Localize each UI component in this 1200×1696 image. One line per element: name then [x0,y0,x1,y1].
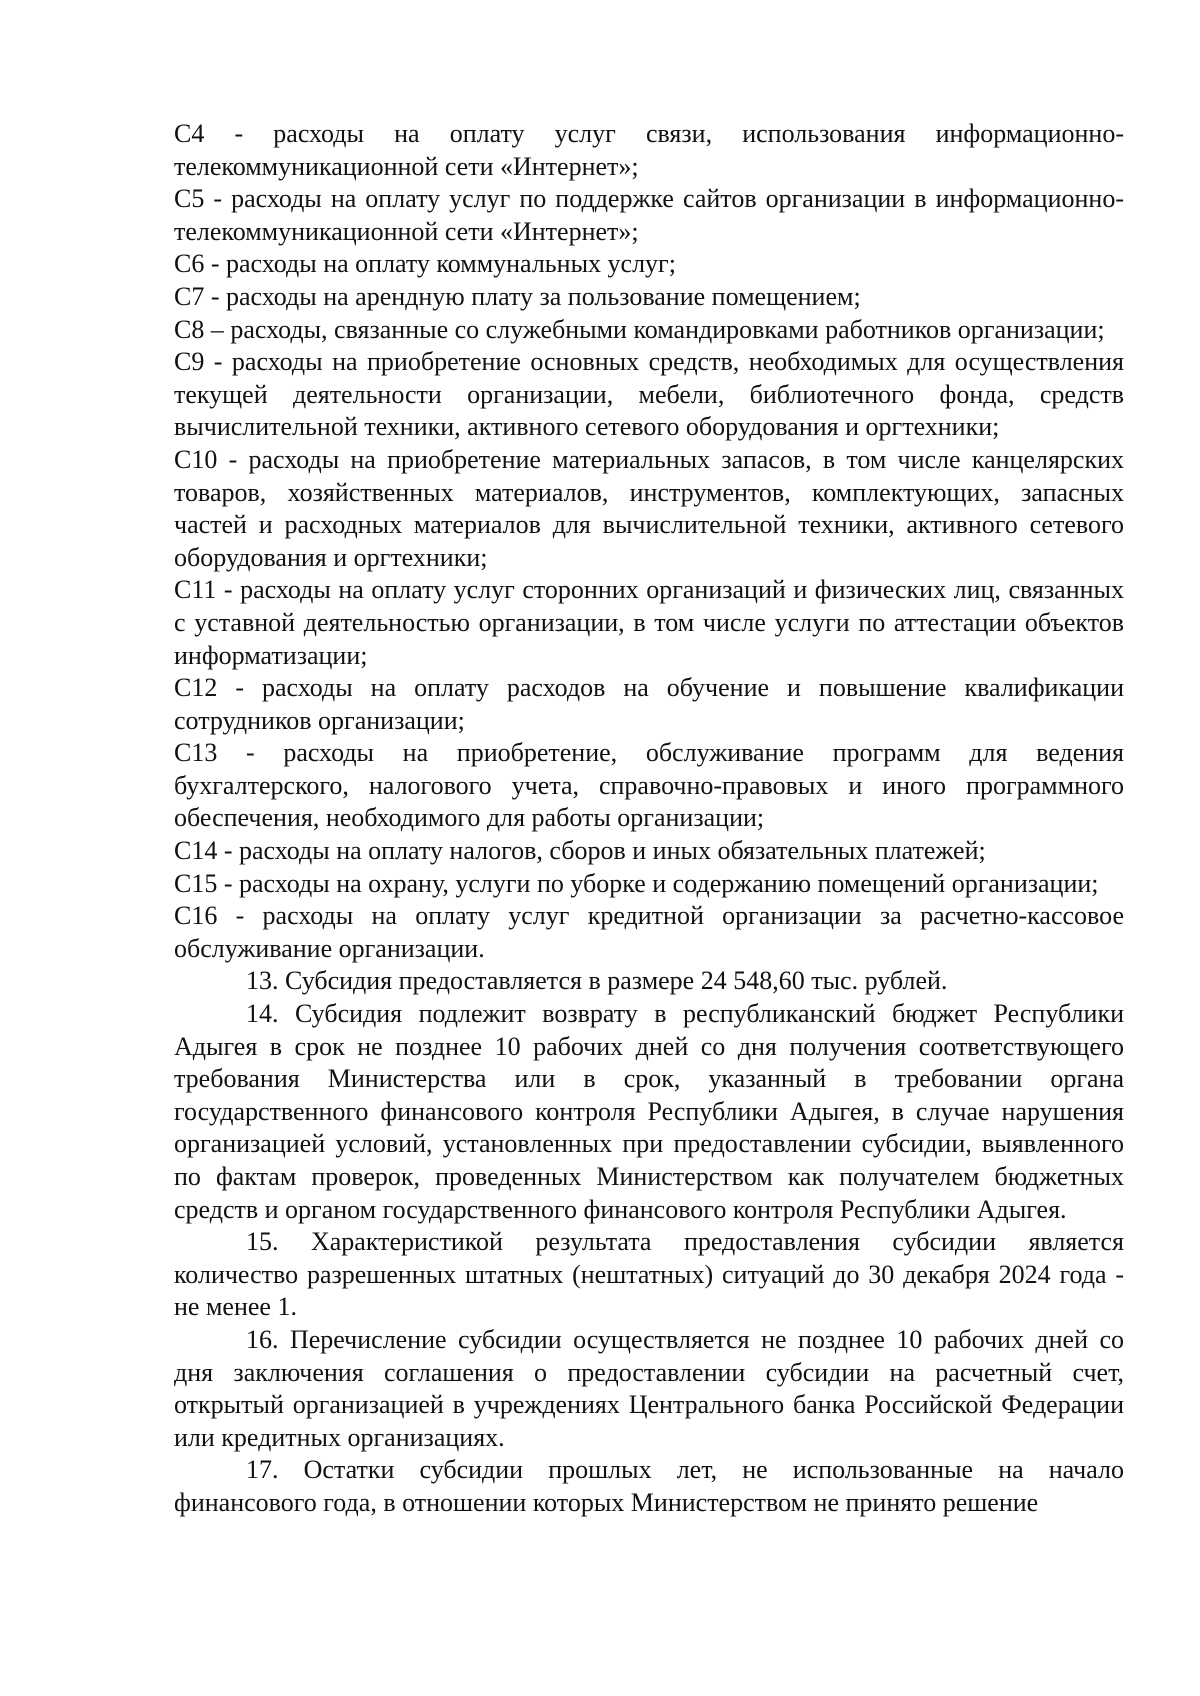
cost-item-c15: С15 - расходы на охрану, услуги по уборке и содержанию помещений организации; [174,868,1099,898]
paragraph-13: 13. Субсидия предоставляется в размере 24 548,60 тыс. рублей. [246,966,948,996]
document-body [174,118,1124,1520]
cost-item-c5: С5 - расходы на оплату услуг по поддержке сайтов организации в информационно-телекоммуникационной сети «Интернет»; [174,184,1124,246]
paragraph-15: 15. Характеристикой результата предоставления субсидии является количество разрешенных штатных (нештатных) ситуаций до 30 декабря 2024 года - не менее 1. [174,1227,1124,1322]
cost-item-c11: С11 - расходы на оплату услуг сторонних организаций и физических лиц, связанных с уставной деятельностью организации, в том числе услуги по аттестации объектов информатизации; [174,575,1124,670]
cost-item-c8: С8 – расходы, связанные со служебными командировками работников организации; [174,314,1105,344]
paragraph-14: 14. Субсидия подлежит возврату в республиканский бюджет Республики Адыгея в срок не позднее 10 рабочих дней со дня получения соответствующего требования Министерства или в срок, указанный в требовании органа государственного финансового контроля Республики Адыгея, в случае нарушения организацией условий, установленных при предоставлении субсидии, выявленного по фактам проверок, проведенных Министерством как получателем бюджетных средств и органом государственного финансового контроля Республики Адыгея. [174,999,1124,1224]
cost-item-c7: С7 - расходы на арендную плату за пользование помещением; [174,281,861,311]
paragraph-16: 16. Перечисление субсидии осуществляется не позднее 10 рабочих дней со дня заключения соглашения о предоставлении субсидии на расчетный счет, открытый организацией в учреждениях Центрального банка Российской Федерации или кредитных организациях. [174,1324,1124,1452]
cost-item-c16: С16 - расходы на оплату услуг кредитной организации за расчетно-кассовое обслуживание организации. [174,901,1124,963]
cost-item-c14: С14 - расходы на оплату налогов, сборов и иных обязательных платежей; [174,836,986,866]
cost-item-c12: С12 - расходы на оплату расходов на обучение и повышение квалификации сотрудников организации; [174,673,1124,735]
cost-item-c10: С10 - расходы на приобретение материальных запасов, в том числе канцелярских товаров, хозяйственных материалов, инструментов, комплектующих, запасных частей и расходных материалов для вычислительной техники, активного сетевого оборудования и оргтехники; [174,444,1124,572]
cost-item-c9: С9 - расходы на приобретение основных средств, необходимых для осуществления текущей деятельности организации, мебели, библиотечного фонда, средств вычислительной техники, активного сетевого оборудования и оргтехники; [174,347,1124,442]
cost-item-c6: С6 - расходы на оплату коммунальных услуг; [174,249,676,279]
paragraph-17: 17. Остатки субсидии прошлых лет, не использованные на начало финансового года, в отношении которых Министерством не принято решение [174,1455,1124,1517]
cost-item-c4: С4 - расходы на оплату услуг связи, использования информационно-телекоммуникационной сети «Интернет»; [174,119,1124,181]
cost-item-c13: С13 - расходы на приобретение, обслуживание программ для ведения бухгалтерского, налогового учета, справочно-правовых и иного программного обеспечения, необходимого для работы организации; [174,738,1124,833]
